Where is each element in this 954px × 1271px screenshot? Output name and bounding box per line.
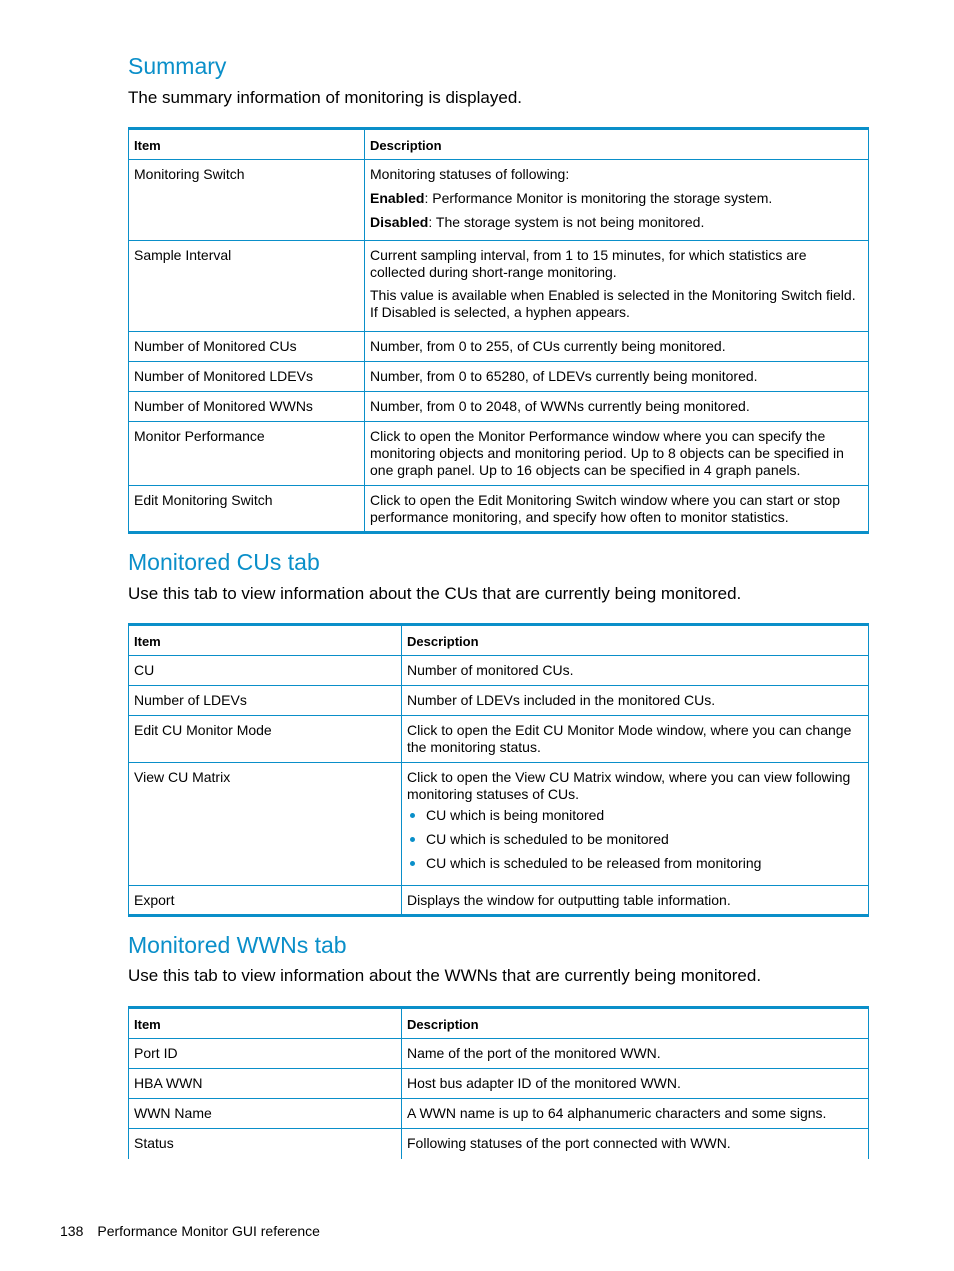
table-row — [129, 1099, 869, 1129]
column-header-description: Description — [402, 1008, 869, 1039]
column-header-item: Item — [129, 625, 402, 656]
table-row — [129, 763, 869, 886]
table-row — [129, 716, 869, 763]
description-cell: A WWN name is up to 64 alphanumeric characters and some signs. — [402, 1099, 869, 1129]
item-cell: Number of Monitored CUs — [129, 332, 365, 362]
description-cell: Number of LDEVs included in the monitored CUs. — [402, 686, 869, 716]
description-text: Click to open the View CU Matrix window, where you can view following monitoring statuses of CUs. — [407, 769, 851, 802]
table-row — [129, 656, 869, 686]
table-row — [129, 886, 869, 916]
description-text: Current sampling interval, from 1 to 15 minutes, for which statistics are collected during short-range monitoring. — [370, 247, 807, 280]
disabled-line — [370, 214, 863, 231]
description-text-2: This value is available when Enabled is selected in the Monitoring Switch field. If Disabled is selected, a hyphen appears. — [370, 287, 856, 320]
description-cell: Following statuses of the port connected with WWN. — [402, 1129, 869, 1159]
description-text: Monitoring statuses of following: — [370, 166, 570, 182]
description-cell: Host bus adapter ID of the monitored WWN. — [402, 1069, 869, 1099]
column-header-description: Description — [365, 129, 869, 160]
column-header-item: Item — [129, 1008, 402, 1039]
item-cell: Sample Interval — [129, 241, 365, 332]
table-row — [129, 160, 869, 241]
description-cell: Number, from 0 to 255, of CUs currently being monitored. — [365, 332, 869, 362]
item-cell: Edit Monitoring Switch — [129, 486, 365, 533]
description-cell: Click to open the Monitor Performance window where you can specify the monitoring objects and monitoring period. Up to 8 objects can be specified in one graph panel. Up to 16 objects can be specified in 4 graph panels. — [365, 422, 869, 486]
item-cell: Monitoring Switch — [129, 160, 365, 241]
table-row — [129, 686, 869, 716]
page-number: 138 — [60, 1223, 84, 1239]
item-cell: WWN Name — [129, 1099, 402, 1129]
table-row — [129, 241, 869, 332]
item-cell: CU — [129, 656, 402, 686]
item-cell: Number of Monitored WWNs — [129, 392, 365, 422]
table-row — [129, 486, 869, 533]
item-cell: Status — [129, 1129, 402, 1159]
item-cell: Monitor Performance — [129, 422, 365, 486]
table-row — [129, 1069, 869, 1099]
description-cell — [365, 160, 869, 241]
item-cell: Number of Monitored LDEVs — [129, 362, 365, 392]
footer-title: Performance Monitor GUI reference — [97, 1223, 320, 1239]
table-header-row — [129, 129, 869, 160]
item-cell: Export — [129, 886, 402, 916]
item-cell: Number of LDEVs — [129, 686, 402, 716]
wwns-intro: Use this tab to view information about the WWNs that are currently being monitored. — [128, 966, 762, 985]
description-cell — [402, 763, 869, 886]
description-cell: Displays the window for outputting table information. — [402, 886, 869, 916]
summary-table — [128, 127, 869, 534]
table-row — [129, 332, 869, 362]
table-header-row — [129, 1008, 869, 1039]
table-row — [129, 392, 869, 422]
list-item: CU which is scheduled to be monitored — [407, 831, 863, 848]
description-cell: Number of monitored CUs. — [402, 656, 869, 686]
table-row — [129, 1039, 869, 1069]
wwns-heading: Monitored WWNs tab — [128, 932, 347, 958]
cus-intro: Use this tab to view information about the CUs that are currently being monitored. — [128, 584, 742, 603]
description-cell: Name of the port of the monitored WWN. — [402, 1039, 869, 1069]
enabled-line — [370, 190, 863, 207]
list-item: CU which is being monitored — [407, 807, 863, 824]
summary-heading: Summary — [128, 53, 227, 79]
summary-intro: The summary information of monitoring is displayed. — [128, 88, 522, 107]
item-cell: View CU Matrix — [129, 763, 402, 886]
description-cell — [365, 241, 869, 332]
table-row — [129, 1129, 869, 1159]
description-cell: Number, from 0 to 2048, of WWNs currently being monitored. — [365, 392, 869, 422]
enabled-label: Enabled — [370, 190, 425, 206]
item-cell: Port ID — [129, 1039, 402, 1069]
description-cell: Click to open the Edit Monitoring Switch window where you can start or stop performance monitoring, and specify how often to monitor statistics. — [365, 486, 869, 533]
item-cell: HBA WWN — [129, 1069, 402, 1099]
enabled-text: : Performance Monitor is monitoring the storage system. — [424, 190, 773, 206]
item-cell: Edit CU Monitor Mode — [129, 716, 402, 763]
table-header-row — [129, 625, 869, 656]
description-cell: Click to open the Edit CU Monitor Mode window, where you can change the monitoring status. — [402, 716, 869, 763]
bullet-list — [407, 807, 863, 872]
description-cell: Number, from 0 to 65280, of LDEVs currently being monitored. — [365, 362, 869, 392]
table-row — [129, 422, 869, 486]
disabled-text: : The storage system is not being monitored. — [428, 214, 705, 230]
disabled-label: Disabled — [370, 214, 429, 230]
column-header-item: Item — [129, 129, 365, 160]
table-row — [129, 362, 869, 392]
wwns-table — [128, 1006, 869, 1159]
cus-table — [128, 623, 869, 917]
list-item: CU which is scheduled to be released from monitoring — [407, 855, 863, 872]
page-footer — [60, 1223, 320, 1239]
column-header-description: Description — [402, 625, 869, 656]
cus-heading: Monitored CUs tab — [128, 549, 320, 575]
